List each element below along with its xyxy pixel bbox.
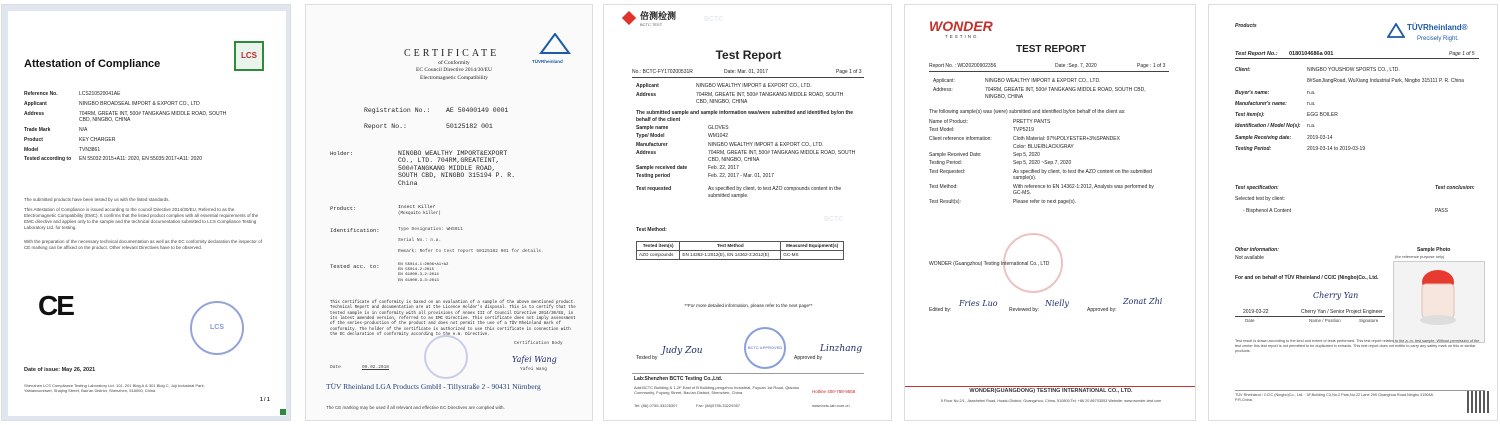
divider — [632, 373, 864, 374]
field-label: Test Method: — [929, 183, 958, 190]
field-value: Feb. 22, 2017 - Mar. 01, 2017 — [708, 173, 774, 179]
field-value: GLOVES — [708, 125, 729, 131]
footer: Shenzhen LCS Compliance Testing Laboratory Ltd. 101, 201 Bldg A & 301 Bldg C, Juji Industrial Park, Yabianxueziwei, Shajing Street, Bao'an District, Shenzhen, 518000, China — [24, 383, 205, 394]
field-row — [929, 184, 1169, 198]
field-label: Buyer's name: — [1235, 89, 1270, 96]
card-title: CERTIFICATE — [404, 48, 500, 59]
table-cell: EN 14362-1:2012(E), EN 14362-3:2012(E) — [680, 251, 781, 260]
divider — [905, 386, 1196, 387]
page-number: Page 1 of 3 — [836, 69, 862, 75]
date-label: Date — [330, 365, 341, 370]
tuv-stamp-icon — [424, 335, 468, 379]
table-header: Measured Equipment(s) — [781, 242, 844, 251]
divider — [1235, 58, 1479, 59]
field-row — [636, 133, 866, 140]
paragraph: This Attestation of Compliance is issued according to the council Directive 2014/30/EU, Referred to as the Electromagnetic Compatibility (EMC). It confirms that the listed product complies with all essential requirements of the EMC directive and applies only to the sample and the technical documentation submitted to LCS Compliance Testing Laboratory Ltd. for testing. — [24, 207, 259, 231]
remark: Remark: Refer to test report 50125182 001 for details. — [398, 249, 544, 254]
field-row — [929, 152, 1169, 159]
lcs-stamp-icon: LCS — [190, 301, 244, 355]
field-value: NINGBO WEALTHY IMPORT & EXPORT CO., LTD. — [696, 83, 812, 89]
report-number: 0180104686a 001 — [1289, 51, 1334, 57]
field-label: Address — [24, 110, 45, 117]
subtitle-line: of Conformity — [438, 60, 470, 66]
fields — [24, 91, 264, 166]
signature: Cherry Yan — [1313, 291, 1359, 300]
diamond-icon — [622, 11, 636, 25]
field-value: 8#SanJiangRoad, WuXiang Industrial Park, Ningbo 315111 P. R. China — [1307, 78, 1464, 85]
corner-mark — [280, 409, 286, 415]
field-row — [24, 111, 264, 125]
signer: Cherry Yan / Senior Project Engineer — [1301, 309, 1383, 315]
tuv-logo-icon — [1387, 23, 1405, 39]
issue-date: Date of issue: May 26, 2021 — [24, 367, 96, 373]
bctc-report-card — [603, 4, 892, 421]
footer-address: TÜV Rheinland / CCIC (Ningbo)Co., Ltd. · 3F,Building C3,No.2 Park,No.22 Lane 299 Guanghua Road,Ningbo 315048, P.R.China — [1235, 393, 1434, 403]
field-row — [1235, 67, 1485, 74]
field-label: Sample name — [636, 125, 669, 131]
field-value: NINGBO WEALTHY IMPORT & EXPORT CO., LTD. — [708, 141, 824, 148]
field-label: Type/ Model — [636, 133, 665, 140]
field-row — [636, 92, 866, 106]
divider — [632, 77, 864, 78]
field-row — [24, 137, 264, 144]
certificate-date: 09.02.2018 — [362, 365, 390, 370]
logo-text: LCS — [241, 50, 257, 60]
lcs-logo-icon — [234, 41, 264, 71]
field-label: Model — [24, 146, 39, 153]
egg-boiler-icon — [1394, 262, 1486, 344]
field-row — [929, 160, 1169, 167]
field-value: n.a. — [1307, 100, 1316, 107]
lab-fax: Fax: (86)0755-33229357 — [696, 403, 741, 408]
field-row — [1235, 112, 1485, 119]
tested-by-label: Tested by — [636, 355, 658, 361]
more-info-note: **For more detailed information, please refer to the next page** — [684, 303, 813, 308]
field-value: LCS210520041AE — [79, 91, 121, 97]
watermark: BCTC — [824, 216, 844, 223]
brand-en: BCTC TEST — [640, 22, 663, 27]
bctc-logo-icon — [622, 11, 636, 25]
field-value: 2019-03-14 to 2019-03-19 — [1307, 145, 1366, 152]
brand-cn: 倍测检测 — [640, 12, 677, 22]
report-fields — [1235, 67, 1485, 153]
page-number: Page : 1 of 3 — [1137, 63, 1166, 69]
standard-item: EN 61000-3-2:2014 — [398, 273, 439, 278]
field-row — [636, 125, 866, 132]
field-label — [929, 144, 1013, 151]
field-value: As specified by client, to test the AZO content on the submitted sample(s). — [1013, 168, 1152, 182]
issuer-address: TÜV Rheinland LGA Products GmbH - Tillystraße 2 - 90431 Nürnberg — [326, 382, 541, 391]
label: Identification: — [330, 227, 380, 234]
field-value: Please refer to next page(s). — [1013, 198, 1077, 205]
field-value: Sep 5, 2020 ~Sep.7, 2020 — [1013, 160, 1072, 167]
product-value: Insect Killer — [398, 205, 436, 210]
divider — [929, 71, 1169, 72]
certification-body: Certification Body — [514, 341, 563, 346]
attestation-card — [1, 4, 291, 421]
logo-sub: TESTING — [945, 34, 979, 39]
field-value: With reference to EN 14362-1:2012, Analysis was performed by GC-MS. — [1013, 183, 1154, 197]
disclaimer: Test result is drawn according to the kind and extent of tests performed. This test report relates to the a. m. test sample. Without permission of the test center this test report is not permitted to be duplicated in extracts. This test report does not entitle to carry any safety mark on this or similar products. — [1235, 339, 1480, 354]
field-row — [929, 127, 1169, 134]
sample-fields — [929, 119, 1169, 205]
label: Tested acc. to: — [330, 263, 380, 270]
lab-tel: Tel: (86) 0755-33225307 — [634, 403, 678, 408]
method-label: Test Method: — [636, 227, 667, 233]
field-label: Test requested — [636, 185, 672, 192]
field-value: Feb. 22, 2017 — [708, 164, 739, 171]
footer-company: WONDER(GUANGDONG) TESTING INTERNATIONAL CO., LTD. — [969, 388, 1133, 394]
table-header-row — [637, 242, 844, 251]
signature: Zonat Zhi — [1123, 297, 1163, 306]
field-row — [636, 150, 866, 164]
for-behalf: For and on behalf of TÜV Rheinland / CCIC (Ningbo)Co., Ltd. — [1235, 275, 1379, 281]
field-label: Reference No. — [24, 91, 58, 97]
field-label: Tested according to — [24, 156, 72, 163]
table-header: Test Method — [680, 242, 781, 251]
hotline: Hotline 400-788-9558 — [812, 389, 856, 394]
company-name: WONDER (Guangzhou) Testing International Co., LTD — [929, 261, 1050, 267]
label: Address: — [933, 87, 953, 93]
field-label: Manufacturer — [636, 141, 668, 148]
field-row — [24, 147, 264, 154]
applicant-fields — [636, 83, 866, 105]
field-label: Product — [24, 136, 43, 143]
intro: The following sample(s) was (were) submitted and identified by/on behalf of the client as: — [929, 109, 1126, 115]
registration-number: AE 50400149 0001 — [446, 107, 509, 114]
identification-value: Serial No.: n.a. — [398, 238, 442, 243]
field-label — [1235, 78, 1307, 85]
field-row — [636, 142, 866, 149]
field-row — [24, 101, 264, 108]
divider — [1235, 390, 1485, 391]
report-number: 50125182 001 — [446, 123, 493, 130]
field-row — [929, 144, 1169, 151]
field-label: Testing period — [636, 173, 671, 179]
field-row — [1235, 78, 1485, 85]
label: Holder: — [330, 150, 354, 157]
field-value: n.a. — [1307, 123, 1316, 130]
field-value: NINGBO BROADSEAL IMPORT & EXPORT CO., LTD — [79, 100, 200, 107]
ce-mark-icon: CE — [38, 290, 73, 321]
field-label: Address — [636, 91, 657, 98]
field-label: Name of Product: — [929, 119, 968, 125]
page-number: Page 1 of 5 — [1449, 51, 1475, 57]
paragraph: The submitted products have been tested by us with the listed standards. — [24, 197, 170, 202]
label: Product: — [330, 205, 357, 212]
field-row — [636, 83, 866, 90]
watermark: BCTC — [704, 16, 724, 23]
field-row — [929, 169, 1169, 183]
other-value: Not available — [1235, 255, 1264, 261]
field-row — [929, 136, 1169, 143]
standard-item: EN 55014-1:2006+A1+A2 — [398, 263, 449, 267]
field-value: EGG BOILER — [1307, 112, 1338, 118]
page-number: 1 / 1 — [260, 397, 270, 403]
sample-photo — [1393, 261, 1485, 343]
field-label: Test item(s): — [1235, 112, 1265, 118]
field-value: KEY CHARGER — [79, 136, 116, 143]
field-value: n.a. — [1307, 89, 1316, 96]
reviewed-by-label: Reviewed by: — [1009, 307, 1040, 313]
field-value: 704RM, GREATE INT, 500# TANGKANG MIDDLE ROAD, SOUTH CBD, NINGBO, CHINA — [696, 91, 844, 105]
edited-by-label: Edited by: — [929, 307, 952, 313]
field-label: Identification / Model No(s): — [1235, 123, 1301, 130]
slogan: Precisely Right. — [1417, 36, 1459, 42]
field-row — [929, 199, 1169, 206]
signer-name: Yafei Wang — [520, 367, 548, 372]
field-row — [929, 119, 1169, 126]
label: Registration No.: — [364, 107, 431, 114]
field-value: 704RM, GREATE INT, 500# TANGKANG MIDDLE ROAD, SOUTH CBD, NINGBO, CHINA — [79, 110, 227, 124]
approved-by-label: Approved by: — [1087, 307, 1117, 313]
field-row — [1235, 101, 1485, 108]
field-label: Sample Received Date: — [929, 152, 982, 158]
other-label: Other information: — [1235, 247, 1279, 253]
subtitle-line: EC Council Directive 2014/30/EU — [416, 67, 492, 74]
brand-name: TÜVRheinland — [532, 59, 563, 64]
signature: Judy Zou — [662, 346, 703, 356]
tuv-triangle-icon — [538, 33, 572, 59]
field-row — [1235, 90, 1485, 97]
field-label: Applicant — [24, 100, 47, 107]
field-value: Cloth Material: 97%POLYESTER+3%SPANDEX — [1013, 135, 1120, 142]
subtitle — [402, 60, 506, 82]
field-label: Test Requested: — [929, 168, 966, 175]
field-label: Test Model: — [929, 127, 955, 134]
field-value: WM1042 — [708, 133, 729, 140]
conclusion-label: Test conclusion: — [1435, 185, 1475, 191]
field-value: N/A — [79, 127, 88, 133]
qr-code-icon — [1467, 391, 1489, 413]
field-row — [24, 156, 264, 163]
signature: Nielly — [1045, 299, 1069, 308]
test-result: PASS — [1435, 208, 1448, 214]
spec-label: Test specification: — [1235, 185, 1279, 191]
submitted-note: The submitted sample and sample information was/were submitted and identified by/on the behalf of the client — [636, 110, 853, 123]
field-label: Client reference information: — [929, 135, 992, 142]
field-row — [636, 186, 866, 200]
field-label: Sample received date — [636, 164, 688, 171]
address-value: 704RM, GREATE INT, 500# TANGKANG MIDDLE ROAD, SOUTH CBD, NINGBO, CHINA — [985, 87, 1146, 100]
sign-date: 2019-03-22 — [1243, 309, 1269, 315]
report-number: No.: BCTC-FY170200531R — [632, 69, 693, 75]
field-row — [24, 91, 264, 98]
field-row — [1235, 135, 1485, 142]
lab-address: Add:BCTC Building & 1-2F East of B Building,pengzhou Industrial, Fuyuan 1st Road, Qiaotou Community, Fuyong Street, Bao'an District, Shenzhen, China — [634, 385, 800, 396]
date-label: Date — [1245, 318, 1255, 323]
standard-item: EN 55014-2:2015 — [398, 268, 435, 273]
card-title: TEST REPORT — [1015, 44, 1086, 55]
certificate-body: This certificate of conformity is based on an evaluation of a sample of the above mentioned product. Technical Report and documentation are at the Licence Holder's disposal. This is to certify that the tested sample is in conformity with all provisions of Annex III of Council Directive 2014/30/EU, in its latest amended version, referred to as EMC Directive. This certificate does not imply assessment of the series-production of the product and does not permit the use of a TÜV Rheinland mark of conformity. The holder of the certificate is authorized to use this certificate in connection with the EC declaration of conformity according to the e.m. Directive. — [330, 301, 576, 337]
photo-sub: (for reference purpose only) — [1395, 254, 1445, 259]
name-label: Name / Position — [1309, 318, 1341, 323]
field-row — [24, 127, 264, 134]
card-title: Attestation of Compliance — [24, 58, 161, 70]
selected-note: Selected test by client: — [1235, 196, 1286, 202]
label: Test Report No.: — [1235, 51, 1278, 57]
report-date: Date: Mar. 01, 2017 — [724, 69, 768, 75]
ce-note: The CE marking may be used if all relevant and effective EC Directives are complied with. — [326, 405, 505, 410]
field-label: Address — [636, 149, 657, 156]
field-value: 2019-03-14 — [1307, 134, 1333, 141]
label: Applicant: — [933, 78, 955, 84]
photo-label: Sample Photo — [1417, 247, 1451, 253]
subtitle-line: Electromagnetic Compatibility — [420, 74, 488, 81]
field-label: Testing Period: — [1235, 145, 1272, 152]
field-label: Client: — [1235, 67, 1251, 73]
field-value: TVP5219 — [1013, 127, 1034, 134]
field-row — [636, 173, 866, 180]
test-item: - Bisphenol A Content — [1243, 208, 1292, 214]
field-value: Color: BLUE/BLACK/GRAY — [1013, 143, 1074, 150]
signature-label: Signature — [1359, 318, 1379, 323]
product-sub: (Mosquito killer) — [398, 212, 441, 216]
signature: Fries Luo — [959, 299, 998, 308]
field-label: Testing Period: — [929, 160, 963, 167]
wonder-logo-icon: WONDER — [929, 18, 993, 34]
standard-item: EN 61000-3-3:2013 — [398, 278, 439, 283]
report-number: Report No. : WD20200902356 — [929, 63, 997, 69]
paragraph: With the preparation of the necessary technical documentation as well as the EC conformity declaration the inspector of CE marking can be affixed on the product. Other relevant Directives have to be observed. — [24, 239, 262, 251]
method-table — [636, 241, 844, 260]
tuv-report-card — [1208, 4, 1498, 421]
field-label: Applicant — [636, 83, 659, 89]
bctc-stamp-icon: BCTC APPROVED — [744, 327, 786, 369]
field-label: Manufacturer's name: — [1235, 100, 1287, 107]
signature: Yafei Wang — [512, 355, 557, 364]
field-label: Test Result(s): — [929, 198, 961, 205]
field-value: NINGBO YOUSHOW SPORTS CO., LTD. — [1307, 67, 1400, 73]
footer-address: 5 Floor No.2/1, Jianshebei Road, Huadu District, Guangzhou, China, 510800 Tel: +86 20 86703553 Website: www.wonder-test.com — [940, 399, 1162, 403]
field-row — [1235, 146, 1485, 153]
table-header: Tested item(s) — [637, 242, 680, 251]
applicant-value: NINGBO WEALTHY IMPORT & EXPORT CO., LTD. — [985, 78, 1101, 84]
report-date: Date :Sep. 7, 2020 — [1055, 63, 1097, 69]
signature: Linzhang — [820, 344, 863, 354]
field-value: TVN3861 — [79, 146, 101, 153]
website: www.bctc-lab.com.cn — [812, 403, 850, 408]
wonder-report-card — [904, 4, 1196, 421]
divider — [1235, 316, 1385, 317]
section-label: Products — [1235, 23, 1257, 29]
field-row — [1235, 123, 1485, 130]
tuv-triangle-icon — [1387, 23, 1405, 39]
standards-list — [398, 263, 448, 284]
field-value: As specified by client, to test AZO compounds content in the submitted sample. — [708, 185, 842, 199]
field-row — [636, 165, 866, 172]
holder-value: NINGBO WEALTHY IMPORT&EXPORT CO., LTD. 704RM,GREATEINT, 500#TANGKANG MIDDLE ROAD, SOUTH CBD, NINGBO 315194 P. R. China — [398, 150, 516, 187]
field-value: PRETTY PANTS — [1013, 119, 1051, 125]
field-value: 704RM, GREATE INT, 500# TANGKANG MIDDLE ROAD, SOUTH CBD, NINGBO, CHINA — [708, 149, 856, 163]
field-label: Sample Receiving date: — [1235, 134, 1292, 141]
brand-name: TÜVRheinland® — [1407, 23, 1468, 32]
card-title: Test Report — [715, 48, 782, 62]
approved-by-label: Approved by — [794, 355, 823, 361]
lab-name: Lab:Shenzhen BCTC Testing Co.,Ltd. — [634, 376, 723, 382]
table-cell: AZO compounds — [637, 251, 680, 260]
tuv-certificate-card — [305, 4, 593, 421]
tuv-logo-icon — [538, 33, 572, 59]
sample-fields — [636, 125, 866, 199]
field-label: Trade Mark — [24, 127, 51, 133]
field-value: EN 55032:2015+A11: 2020, EN 55035:2017+A11: 2020 — [79, 156, 202, 163]
field-value: Sep 5, 2020 — [1013, 152, 1040, 158]
label: Report No.: — [364, 123, 407, 130]
table-cell: GC-MS — [781, 251, 844, 260]
identification-value: Type Designation: WHS011 — [398, 227, 463, 232]
table-row — [637, 251, 844, 260]
